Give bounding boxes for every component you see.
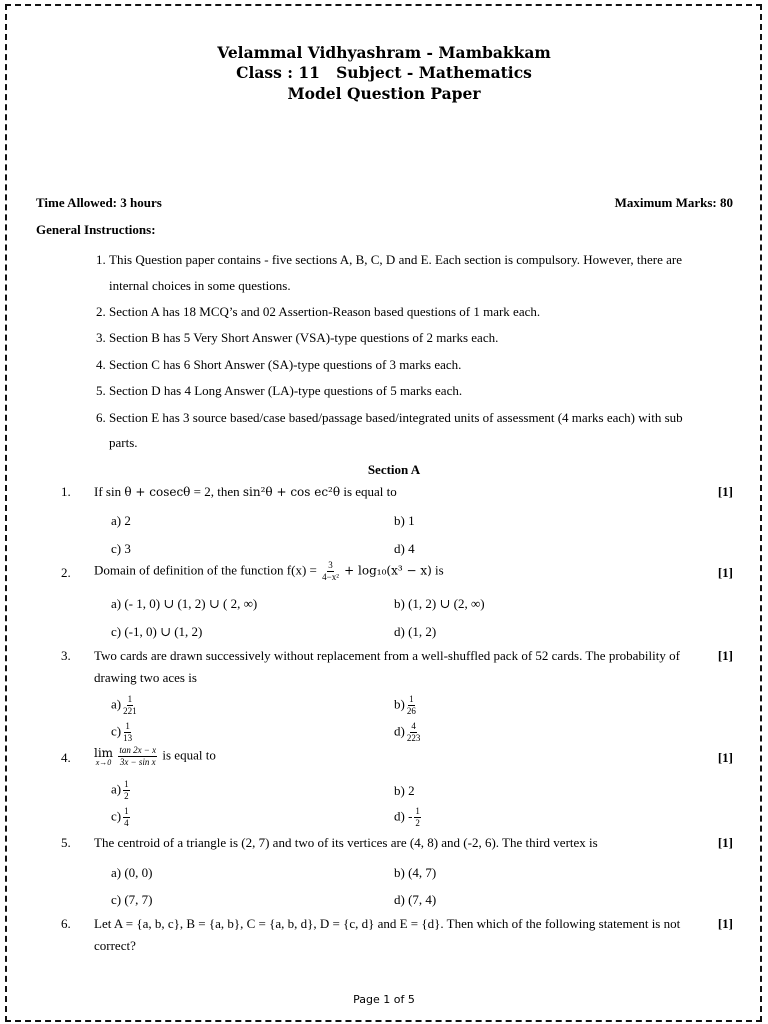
fraction [123,780,130,801]
option-label: c) [111,808,122,824]
instruction-text: Section D has 4 Long Answer (LA)-type questions of 5 marks each. [109,383,463,398]
option-a: a) 2 [111,513,131,528]
option-d [394,722,422,743]
option-d: d) (1, 2) [394,624,437,639]
question-number: 4. [61,750,71,765]
instruction-text: Section A has 18 MCQ’s and 02 Assertion-Reason based questions of 1 mark each. [109,304,541,319]
numerator: 3 [328,560,333,570]
question-text: Let A = {a, b, c}, B = {a, b}, C = {a, b, d}, D = {c, d} and E = {d}. Then which of the following statement is not [94,916,681,931]
option-b [394,695,418,716]
fraction [322,561,339,582]
option-d: d) 4 [394,541,415,556]
marks-badge: [1] [717,916,733,931]
denominator: 4−x² [322,572,339,582]
instruction-number: 3. [96,330,106,345]
numerator: 1 [124,779,129,789]
paper-title: Model Question Paper [287,84,481,103]
instruction-text: This Question paper contains - five sections A, B, C, D and E. Each section is compulsory. However, there are [109,252,683,267]
question-number: 3. [61,648,71,663]
denominator: 3x − sin x [119,757,156,767]
marks-badge: [1] [717,484,733,499]
instruction-number: 5. [96,383,106,398]
instruction-number: 6. [96,410,106,425]
question-number: 6. [61,916,71,931]
denominator: 221 [123,706,137,716]
option-a [111,695,139,716]
maximum-marks: Maximum Marks: 80 [614,195,733,210]
question-text-part: is [435,562,444,578]
option-c [111,807,132,828]
math-expression: sin²θ + cos ec²θ [242,485,341,499]
option-label: c) [111,723,122,739]
marks-badge: [1] [717,835,733,850]
denominator: 2 [415,818,420,828]
instruction-text: Section B has 5 Very Short Answer (VSA)-type questions of 2 marks each. [109,330,499,345]
instruction-number: 1. [96,252,106,267]
option-b: b) (1, 2) ∪ (2, ∞) [394,596,485,611]
question-text [94,484,397,500]
fraction [414,807,421,828]
math-expression: θ + cosecθ [124,485,191,499]
option-label: b) [394,696,405,712]
numerator: 1 [415,806,420,816]
denominator: 2 [124,791,129,801]
instruction-number: 4. [96,357,106,372]
marks-badge: [1] [717,648,733,663]
numerator: 1 [127,694,133,704]
denominator: 13 [123,733,133,743]
instruction-text: Section E has 3 source based/case based/passage based/integrated units of assessment (4 marks each) with sub [109,410,683,425]
question-text [94,561,444,582]
numerator: tan 2x − x [119,745,157,755]
question-text: correct? [94,938,136,953]
option-label: a) [111,696,122,712]
limit-word: lim [94,745,114,760]
numerator: 4 [411,721,416,731]
fraction [407,722,421,743]
denominator: 26 [406,706,416,716]
option-d [394,807,423,828]
option-c: c) (-1, 0) ∪ (1, 2) [111,624,203,639]
question-number: 2. [61,565,71,580]
option-a: a) (0, 0) [111,865,153,880]
math-expression: + log₁₀(x³ − x) [344,563,432,578]
class-subject-line: Class : 11 Subject - Mathematics [236,63,532,82]
fraction [407,695,416,716]
marks-badge: [1] [717,750,733,765]
question-text-part: is equal to [162,747,216,763]
instruction-text: internal choices in some questions. [109,278,291,293]
option-label: d) [394,723,405,739]
question-text-part: is equal to [340,484,397,499]
question-text [94,746,216,767]
denominator: 223 [406,733,421,743]
option-a: a) (- 1, 0) ∪ (1, 2) ∪ ( 2, ∞) [111,596,258,611]
fraction [123,722,132,743]
numerator: 1 [125,721,130,731]
question-text: drawing two aces is [94,670,197,685]
time-allowed: Time Allowed: 3 hours [36,195,162,210]
fraction [123,807,130,828]
school-name: Velammal Vidhyashram - Mambakkam [217,43,551,62]
instruction-number: 2. [96,304,106,319]
option-b: b) 1 [394,513,415,528]
instructions-heading: General Instructions: [36,222,156,237]
option-a [111,780,132,801]
question-number: 5. [61,835,71,850]
option-label: a) [111,781,122,797]
limit-subscript: x→0 [95,757,112,767]
numerator: 1 [124,806,129,816]
question-text: The centroid of a triangle is (2, 7) and two of its vertices are (4, 8) and (-2, 6). The third vertex is [94,835,598,850]
section-title: Section A [367,462,421,477]
fraction [123,695,137,716]
question-number: 1. [61,484,71,499]
option-b: b) 2 [394,783,415,798]
option-label: d) - [394,808,413,824]
option-b: b) (4, 7) [394,865,437,880]
instruction-text: Section C has 6 Short Answer (SA)-type questions of 3 marks each. [109,357,462,372]
option-d: d) (7, 4) [394,892,437,907]
question-text-part: If sin [94,484,122,499]
instruction-text: parts. [109,435,138,450]
denominator: 4 [124,818,129,828]
question-text-part: Domain of definition of the function f(x) = [94,562,317,578]
option-c: c) (7, 7) [111,892,153,907]
fraction [118,746,157,767]
numerator: 1 [409,694,414,704]
marks-badge: [1] [717,565,733,580]
option-c: c) 3 [111,541,131,556]
question-text: Two cards are drawn successively without replacement from a well-shuffled pack of 52 cards. The probability of [94,648,680,663]
limit-operator [94,747,113,767]
question-text-part: = 2, then [190,484,240,499]
page-footer: Page 1 of 5 [353,993,415,1006]
option-c [111,722,134,743]
